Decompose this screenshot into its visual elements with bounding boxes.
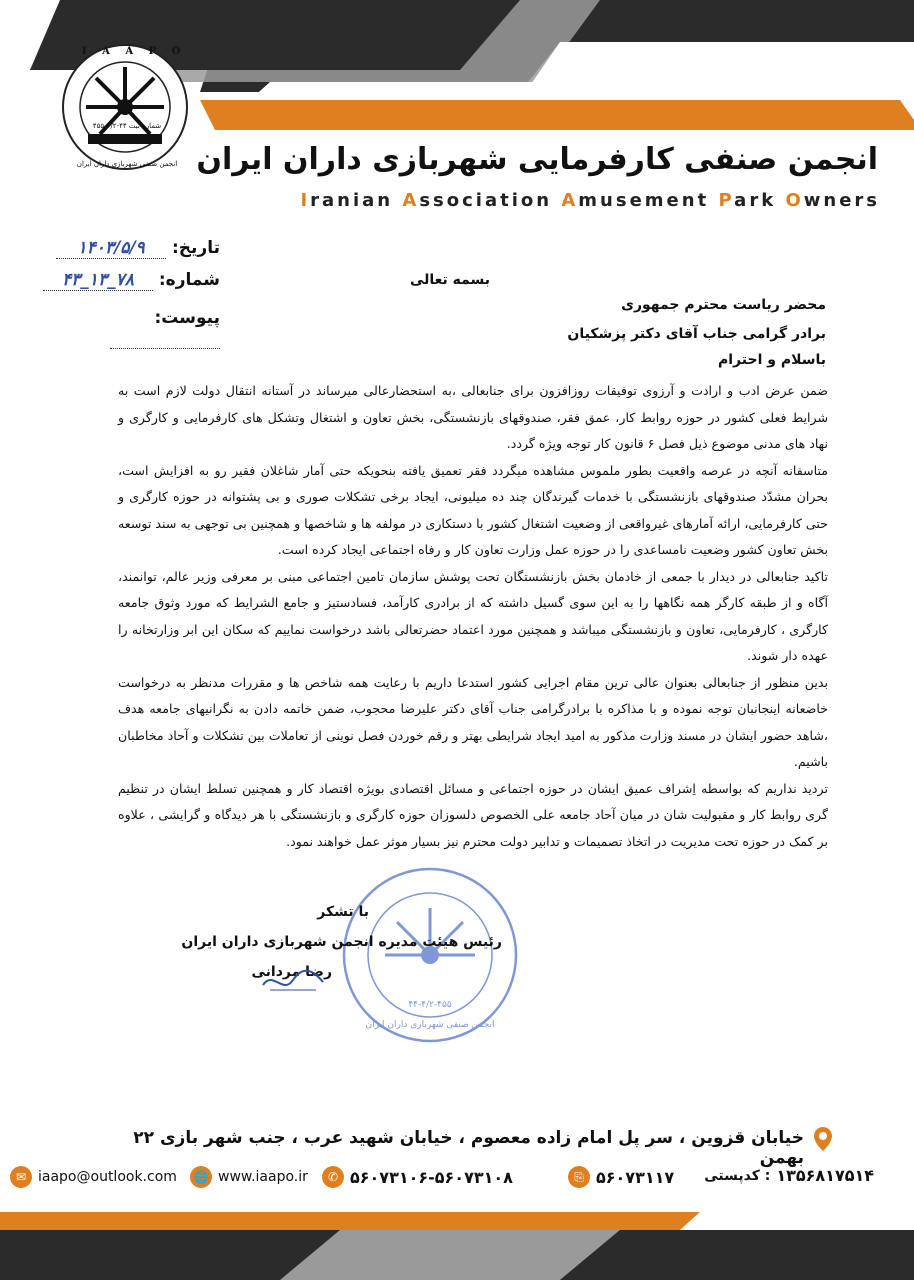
email-value[interactable]: iaapo@outlook.com: [38, 1169, 177, 1185]
org-name-persian: انجمن صنفی کارفرمایی شهربازی داران ایران: [196, 142, 878, 177]
fax-icon: ⎘: [568, 1166, 590, 1188]
addressee-line-1: محضر ریاست محترم جمهوری: [621, 297, 826, 313]
logo-registration-text: شماره ثبت ۴۴-۴/۲-۴۵۵: [92, 122, 162, 130]
date-row: [40, 238, 220, 259]
org-name-english: [260, 190, 880, 211]
email: [10, 1166, 177, 1188]
stamp-ring-text: انجمن صنفی شهربازی داران ایران: [365, 1020, 495, 1030]
basmala: بسمه تعالی: [409, 272, 491, 288]
date-label: تاریخ:: [172, 238, 220, 258]
org-name-word: Iranian: [300, 190, 403, 211]
fax: [568, 1166, 674, 1188]
body-paragraph: بدین منظور از جنابعالی بعنوان عالی ترین مقام اجرایی کشور استدعا داریم با رعایت همه شاخص ها و مقررات مدنظر به درخواست خاضعانه اینجانبان توجه نموده و با مذاکره با برادرگرامی جناب آقای دکتر علیرضا محجوب، ضمن خاتمه دادن به نگرانیهای جامعه هدف ،شاهد حضور ایشان در مسند وزارت مذکور به امید ایجاد شرایطی بهتر و رقم خوردن فصل نوینی از تعاملات بین تشکلات و آحاد مخاطبان باشیم.: [118, 674, 828, 769]
logo-letters: I A A P O: [82, 46, 187, 57]
website-value[interactable]: www.iaapo.ir: [218, 1169, 308, 1185]
footer-decoration: [0, 1200, 914, 1280]
org-name-word: Park: [718, 190, 786, 211]
address: خیابان قزوین ، سر پل امام زاده معصوم ، خیابان شهید عرب ، جنب شهر بازی ۲۲ بهمن: [133, 1128, 804, 1168]
attachment-label: پیوست:: [154, 308, 220, 328]
website: [190, 1166, 308, 1188]
org-name-word: Association: [402, 190, 562, 211]
org-name-word: Owners: [785, 190, 880, 211]
number-label: شماره:: [158, 270, 220, 290]
handwritten-signature: [258, 960, 328, 1000]
greeting: باسلام و احترام: [718, 352, 826, 368]
logo-ring-text: انجمن صنفی شهربازی داران ایران: [76, 160, 178, 168]
phone: [322, 1166, 513, 1188]
postal-code-label: کدپستی :: [704, 1167, 771, 1184]
stamp-registration-text: ۴۴-۴/۲-۴۵۵: [408, 1000, 452, 1010]
addressee-line-2: برادر گرامی جناب آقای دکتر پزشکیان: [567, 326, 826, 342]
fax-value: ۵۶۰۷۳۱۱۷: [596, 1167, 675, 1187]
postal-code-value: ۱۳۵۶۸۱۷۵۱۴: [776, 1166, 874, 1185]
globe-icon: 🌐: [190, 1166, 212, 1188]
body-paragraph: ضمن عرض ادب و ارادت و آرزوی توفیقات روزافزون برای جنابعالی ،به استحضارعالی میرساند در آستانه انتقال دولت لازم است به شرایط فعلی کشور در حوزه روابط کار، عمق فقر، صندوقهای بازنشستگی، بخش تعاون و اشتغال وتشکل های کارفرمایی و کارگری و نهاد های مدنی موضوع ذیل فصل ۶ قانون کار توجه ویژه گردد.: [118, 383, 828, 451]
body-paragraph: تردید نداریم که بواسطه اِشراف عمیق ایشان در حوزه اجتماعی و مسائل اقتصادی بویژه اقتصاد کار و همچنین تسلط ایشان در تنظیم گری روابط کار و مقبولیت شان در میان آحاد جامعه علی الخصوص دلسوزان حوزه کارگری و بازنشستگی با هر دیدگاه و گرایشی ، علاوه بر کمک در حوزه تحت مدیریت در اتخاذ تصمیمات و تدابیر دولت محترم نیز بسیار موثر عمل خواهند نمود.: [118, 780, 828, 849]
signer-name: رضا مردانی: [251, 964, 332, 980]
org-name-word: Amusement: [561, 190, 719, 211]
phone-value: ۵۶۰۷۳۱۰۶-۵۶۰۷۳۱۰۸: [350, 1167, 513, 1187]
association-logo: [60, 42, 190, 172]
closing: با تشکر: [317, 904, 369, 920]
email-icon: ✉: [10, 1166, 32, 1188]
signer-title: رئیس هیئت مدیره انجمن شهربازی داران ایران: [181, 934, 502, 950]
postal-code: [704, 1166, 874, 1185]
letter-body: [118, 378, 828, 855]
phone-icon: ✆: [322, 1166, 344, 1188]
date-value: ۱۴۰۳/۵/۹: [56, 238, 166, 259]
body-paragraph: متاسفانه آنچه در عرصه واقعیت بطور ملموس مشاهده میگردد فقر تعمیق یافته بنحویکه حتی آمار شاغلان فقیر رو به افزایش است، بحران مشدّد صندوقهای بازنشستگی با خدمات گیرندگان چند ده میلیونی، ایجاد برخی تشکلات صوری و بی پشتوانه در حوزه کارگری و حتی کارفرمایی، ارائه آمارهای غیرواقعی از وضعیت اشتغال کشور با دستکاری در مولفه ها و شاخصها و همچنین بی توجهی به سند توسعه بخش تعاون کشور وضعیت نامساعدی را در حوزه عمل وزارت تعاون کار و رفاه اجتماعی ایجاد کرده است.: [118, 462, 828, 557]
location-pin-icon: [812, 1126, 834, 1152]
number-row: [40, 270, 220, 291]
body-paragraph: تاکید جنابعالی در دیدار با جمعی از خادمان بخش بازنشستگان تحت پوشش سازمان تامین اجتماعی مبنی بر معرفی وزیر عالم، توانمند، آگاه و از طبقه کارگر همه نگاهها را به این سوی گسیل داشته که از برادری کارآمد، فسادستیز و جامع الشرایط که مورد وثوق جامعه کارگری ، کارفرمایی، تعاون و بازنشستگی میباشد و همچنین مورد اعتماد حضرتعالی باشد درخواست نماییم که سکان این ابر وزارتخانه را عهده دار شوند.: [118, 568, 828, 663]
number-value: ۴۳_۱۳_۷۸: [43, 270, 153, 291]
